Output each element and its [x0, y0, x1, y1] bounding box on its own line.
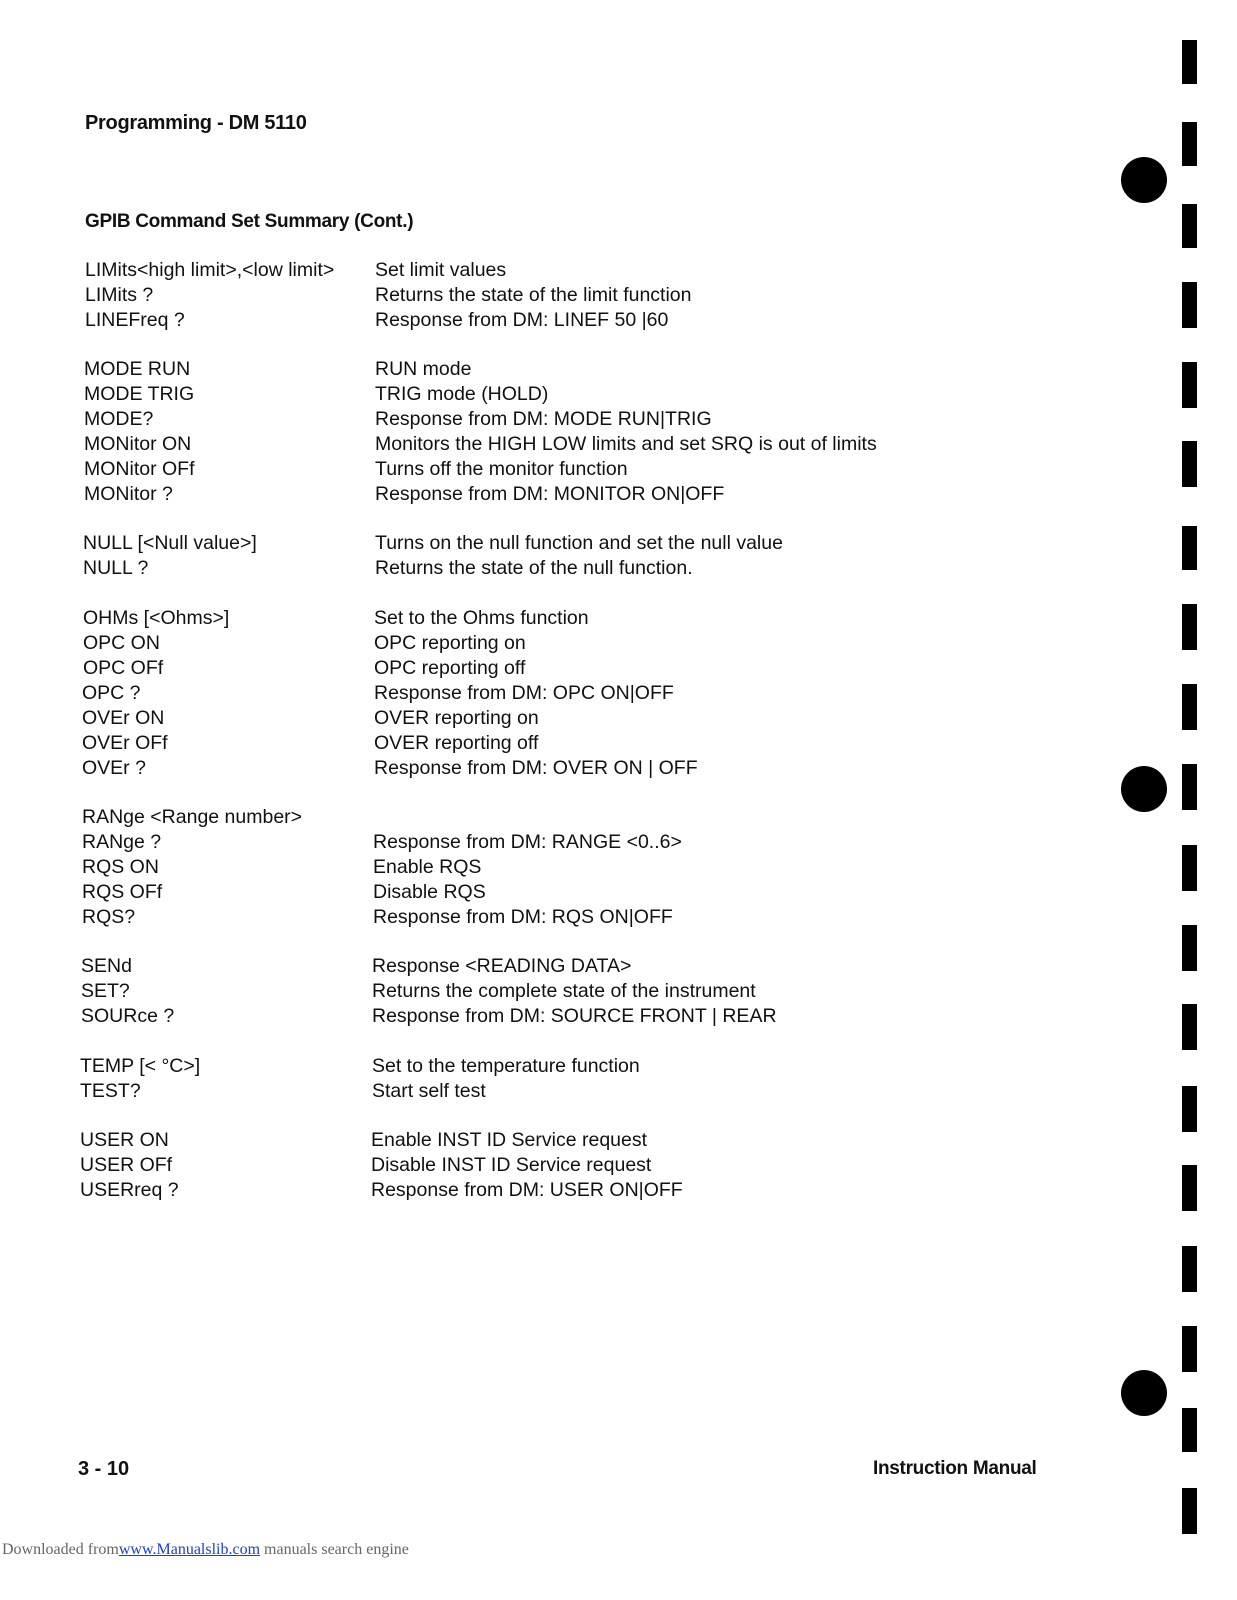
command-description: Returns the state of the null function.: [375, 557, 693, 579]
command-syntax: LIMits<high limit>,<low limit>: [85, 259, 335, 281]
edge-mark: [1182, 1004, 1197, 1050]
download-suffix: manuals search engine: [264, 1541, 409, 1558]
page-number: 3 - 10: [78, 1458, 130, 1480]
command-row: [82, 681, 1100, 706]
manual-label: Instruction Manual: [873, 1458, 1037, 1479]
command-syntax: RQS?: [82, 906, 136, 928]
command-row: [84, 432, 1100, 457]
command-row: [82, 905, 1100, 930]
command-syntax: NULL ?: [83, 557, 149, 579]
command-description: Response from DM: RANGE <0..6>: [373, 831, 682, 853]
command-description: Response <READING DATA>: [372, 955, 632, 977]
command-row: [84, 382, 1100, 407]
command-description: OPC reporting off: [374, 657, 526, 679]
command-description: Returns the state of the limit function: [375, 284, 692, 306]
edge-mark: [1182, 204, 1197, 248]
command-syntax: USER OFf: [80, 1154, 173, 1176]
command-description: Disable INST ID Service request: [371, 1154, 652, 1176]
command-row: [80, 1153, 1100, 1178]
command-row: [84, 357, 1100, 382]
command-syntax: OPC OFf: [83, 657, 164, 679]
edge-mark: [1182, 1408, 1197, 1452]
command-row: [82, 855, 1100, 880]
edge-mark: [1182, 1246, 1197, 1292]
command-description: RUN mode: [375, 358, 472, 380]
command-description: Response from DM: MONITOR ON|OFF: [375, 483, 725, 505]
command-description: Response from DM: MODE RUN|TRIG: [375, 408, 712, 430]
command-row: [85, 258, 1100, 283]
command-syntax: MONitor ON: [84, 433, 192, 455]
edge-mark: [1182, 526, 1197, 570]
command-description: Response from DM: USER ON|OFF: [371, 1179, 683, 1201]
command-syntax: USER ON: [80, 1129, 169, 1151]
command-row: [84, 407, 1100, 432]
command-description: TRIG mode (HOLD): [375, 383, 549, 405]
command-description: Set limit values: [375, 259, 507, 281]
command-row: [84, 457, 1100, 482]
command-description: Enable INST ID Service request: [371, 1129, 648, 1151]
command-description: Disable RQS: [373, 881, 486, 903]
command-row: [85, 283, 1100, 308]
command-syntax: NULL [<Null value>]: [83, 532, 257, 554]
command-description: OVER reporting on: [374, 707, 539, 729]
command-description: OVER reporting off: [374, 732, 539, 754]
command-syntax: OVEr ON: [82, 707, 165, 729]
edge-mark: [1182, 1086, 1197, 1132]
command-description: Set to the Ohms function: [374, 607, 589, 629]
command-syntax: TEMP [< °C>]: [80, 1055, 201, 1077]
command-syntax: OPC ?: [82, 682, 141, 704]
manualslib-link[interactable]: www.Manualslib.com: [118, 1541, 261, 1558]
command-syntax: TEST?: [80, 1080, 141, 1102]
command-syntax: LINEFreq ?: [85, 309, 185, 331]
edge-mark: [1182, 40, 1197, 84]
edge-mark: [1182, 684, 1197, 730]
command-row: [82, 756, 1100, 781]
command-syntax: MONitor ?: [84, 483, 173, 505]
command-row: [83, 606, 1100, 631]
section-title: GPIB Command Set Summary (Cont.): [85, 211, 414, 232]
command-syntax: RANge ?: [82, 831, 162, 853]
download-footer: [2, 1541, 409, 1559]
edge-mark: [1182, 1326, 1197, 1372]
download-prefix: Downloaded from: [2, 1541, 119, 1558]
edge-mark: [1182, 604, 1197, 650]
command-syntax: USERreq ?: [80, 1179, 179, 1201]
command-syntax: MONitor OFf: [84, 458, 195, 480]
command-description: Turns off the monitor function: [375, 458, 628, 480]
command-syntax: MODE RUN: [84, 358, 191, 380]
command-row: [84, 482, 1100, 507]
command-description: Response from DM: LINEF 50 |60: [375, 309, 669, 331]
command-syntax: SET?: [81, 980, 130, 1002]
command-description: Monitors the HIGH LOW limits and set SRQ is out of limits: [375, 433, 877, 455]
edge-mark: [1182, 282, 1197, 328]
command-description: Response from DM: OPC ON|OFF: [374, 682, 674, 704]
command-row: [82, 805, 1100, 830]
binder-hole-bottom: [1121, 1370, 1167, 1416]
command-description: Enable RQS: [373, 856, 482, 878]
command-row: [85, 308, 1100, 333]
command-syntax: RANge <Range number>: [82, 806, 303, 828]
command-syntax: RQS OFf: [82, 881, 163, 903]
binder-hole-top: [1121, 157, 1167, 203]
edge-mark: [1182, 845, 1197, 891]
command-row: [82, 706, 1100, 731]
edge-mark: [1182, 925, 1197, 971]
edge-mark: [1182, 362, 1197, 408]
command-description: Start self test: [372, 1080, 486, 1102]
command-syntax: LIMits ?: [85, 284, 154, 306]
command-row: [82, 830, 1100, 855]
command-syntax: OVEr OFf: [82, 732, 168, 754]
command-row: [80, 1079, 1100, 1104]
edge-mark: [1182, 122, 1197, 166]
edge-mark: [1182, 441, 1197, 487]
command-description: Returns the complete state of the instrument: [372, 980, 756, 1002]
command-row: [81, 954, 1100, 979]
command-description: Turns on the null function and set the null value: [375, 532, 783, 554]
command-syntax: SENd: [81, 955, 132, 977]
edge-mark: [1182, 1488, 1197, 1534]
command-row: [80, 1128, 1100, 1153]
command-syntax: OPC ON: [83, 632, 160, 654]
command-syntax: MODE TRIG: [84, 383, 195, 405]
command-syntax: OVEr ?: [82, 757, 146, 779]
command-row: [80, 1054, 1100, 1079]
command-description: Response from DM: OVER ON | OFF: [374, 757, 698, 779]
command-description: OPC reporting on: [374, 632, 526, 654]
command-row: [83, 531, 1100, 556]
binder-hole-middle: [1121, 766, 1167, 812]
command-syntax: OHMs [<Ohms>]: [83, 607, 230, 629]
command-row: [83, 631, 1100, 656]
command-row: [82, 731, 1100, 756]
command-row: [81, 979, 1100, 1004]
command-syntax: MODE?: [84, 408, 154, 430]
page-header-title: Programming - DM 5110: [85, 112, 307, 134]
edge-mark: [1182, 764, 1197, 810]
command-row: [83, 656, 1100, 681]
command-row: [80, 1178, 1100, 1203]
command-row: [81, 1004, 1100, 1029]
command-row: [82, 880, 1100, 905]
command-description: Response from DM: SOURCE FRONT | REAR: [372, 1005, 777, 1027]
command-syntax: RQS ON: [82, 856, 159, 878]
edge-mark: [1182, 1165, 1197, 1211]
command-description: Set to the temperature function: [372, 1055, 640, 1077]
command-syntax: SOURce ?: [81, 1005, 175, 1027]
command-row: [83, 556, 1100, 581]
command-description: Response from DM: RQS ON|OFF: [373, 906, 673, 928]
